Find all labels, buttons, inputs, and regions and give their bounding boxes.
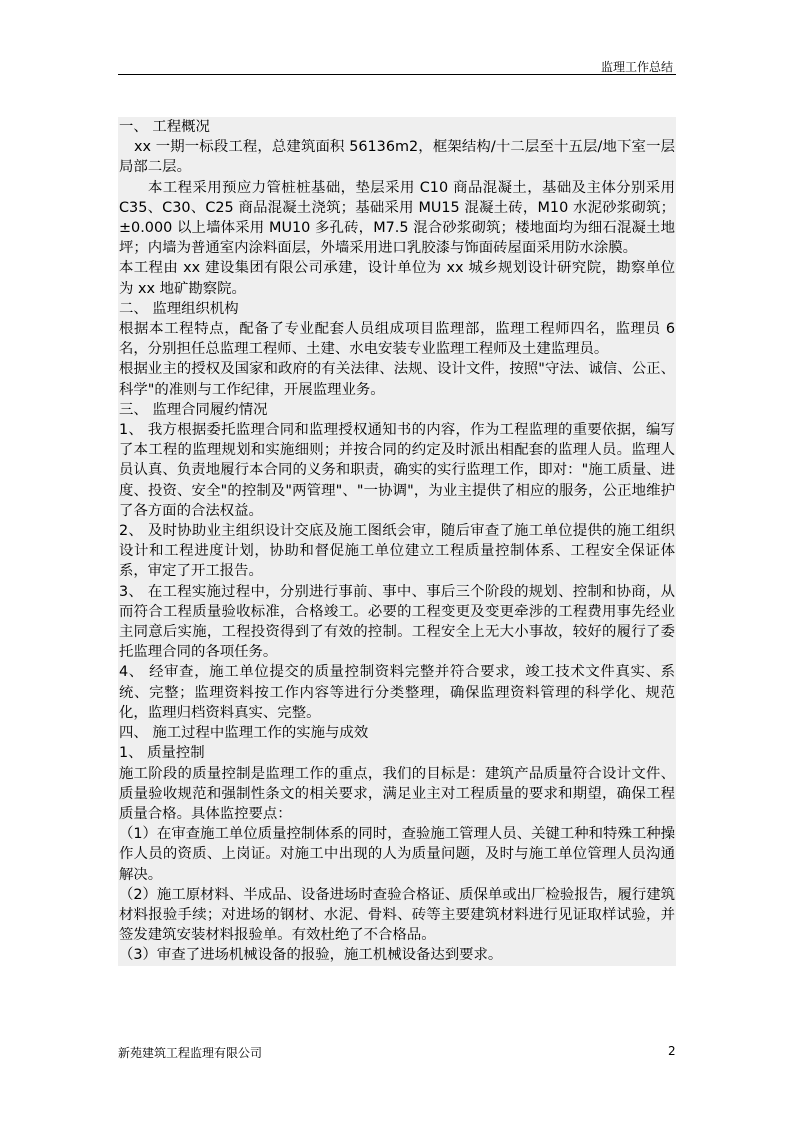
- paragraph: 本工程采用预应力管桩桩基础，垫层采用 C10 商品混凝土，基础及主体分别采用 C35、C30、C25 商品混凝土浇筑；基础采用 MU15 混凝土砖，M10 水泥砂浆砌筑；±0.000 以上墙体采用 MU10 多孔砖，M7.5 混合砂浆砌筑；楼地面均为细石混凝土地坪；内墙为普通室内涂料面层，外墙采用进口乳胶漆与饰面砖屋面采用防水涂膜。: [119, 179, 675, 257]
- list-item: 4、 经审查，施工单位提交的质量控制资料完整并符合要求，竣工技术文件真实、系统、完整；监理资料按工作内容等进行分类整理，确保监理资料管理的科学化、规范化，监理归档资料真实、完整。: [119, 664, 675, 721]
- list-item: 1、 我方根据委托监理合同和监理授权通知书的内容，作为工程监理的重要依据，编写了本工程的监理规划和实施细则；并按合同的约定及时派出相配套的监理人员。监理人员认真、负责地履行本合同的义务和职责，确实的实行监理工作，即对："施工质量、进度、投资、安全"的控制及"两管理"、"一协调"，为业主提供了相应的服务，公正地维护了各方面的合法权益。: [119, 422, 675, 519]
- section-heading-3: 三、 监理合同履约情况: [119, 401, 268, 418]
- paragraph: 本工程由 xx 建设集团有限公司承建，设计单位为 xx 城乡规划设计研究院，勘察单位为 xx 地矿勘察院。: [119, 260, 675, 297]
- paragraph: 根据业主的授权及国家和政府的有关法律、法规、设计文件，按照"守法、诚信、公正、科学"的准则与工作纪律，开展监理业务。: [119, 361, 675, 398]
- document-body: [118, 117, 676, 966]
- section-heading-2: 二、 监理组织机构: [119, 300, 239, 317]
- paragraph: 施工阶段的质量控制是监理工作的重点，我们的目标是：建筑产品质量符合设计文件、质量验收规范和强制性条文的相关要求，满足业主对工程质量的要求和期望，确保工程质量合格。具体监控要点：: [119, 765, 675, 822]
- list-item: （1）在审查施工单位质量控制体系的同时，查验施工管理人员、关键工种和特殊工种操作人员的资质、上岗证。对施工中出现的人为质量问题，及时与施工单位管理人员沟通解决。: [119, 826, 676, 883]
- list-item: （2）施工原材料、半成品、设备进场时查验合格证、质保单或出厂检验报告，履行建筑材料报验手续；对进场的钢材、水泥、骨料、砖等主要建筑材料进行见证取样试验，并签发建筑安装材料报验单。有效杜绝了不合格品。: [119, 886, 676, 944]
- list-item: 2、 及时协助业主组织设计交底及施工图纸会审，随后审查了施工单位提供的施工组织设计和工程进度计划，协助和督促施工单位建立工程质量控制体系、工程安全保证体系，审定了开工报告。: [119, 523, 675, 580]
- footer-company: 新苑建筑工程监理有限公司: [118, 1046, 263, 1060]
- page-number: 2: [668, 1044, 676, 1058]
- list-item: 3、 在工程实施过程中，分别进行事前、事中、事后三个阶段的规划、控制和协商，从而符合工程质量验收标准，合格竣工。必要的工程变更及变更牵涉的工程费用事先经业主同意后实施，工程投资得到了有效的控制。工程安全上无大小事故，较好的履行了委托监理合同的各项任务。: [119, 583, 675, 661]
- list-item: （3）审查了进场机械设备的报验，施工机械设备达到要求。: [119, 947, 503, 964]
- paragraph: xx 一期一标段工程，总建筑面积 56136m2，框架结构/十二层至十五层/地下室一层局部二层。: [119, 139, 675, 176]
- section-heading-1: 一、 工程概况: [119, 119, 210, 135]
- header-rule: [118, 74, 676, 75]
- header-title: 监理工作总结: [600, 60, 673, 74]
- section-heading-4: 四、 施工过程中监理工作的实施与成效: [119, 725, 369, 742]
- paragraph: 根据本工程特点，配备了专业配套人员组成项目监理部，监理工程师四名，监理员 6 名，分别担任总监理工程师、土建、水电安装专业监理工程师及土建监理员。: [119, 321, 675, 358]
- subsection-heading: 1、 质量控制: [119, 745, 205, 762]
